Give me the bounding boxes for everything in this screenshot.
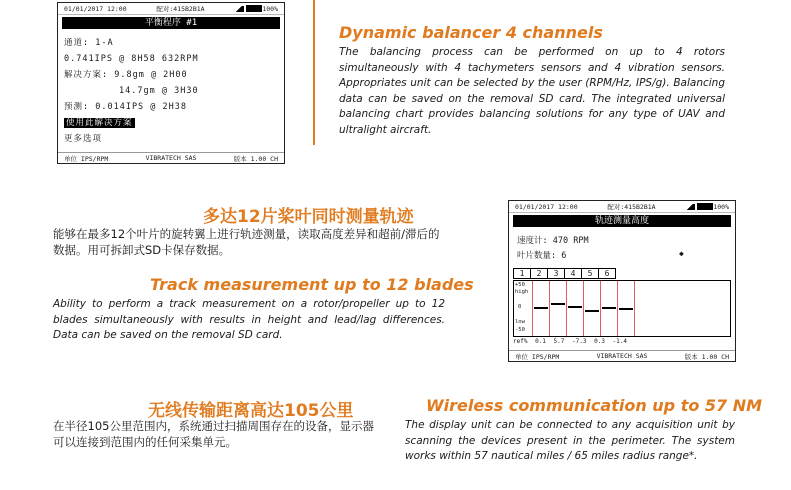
signal-icon: [234, 6, 244, 12]
use-solution-option[interactable]: 使用此解决方案: [66, 118, 133, 128]
status-date: 01/01/2017 12:00: [64, 4, 127, 13]
blade-number: 3: [548, 269, 565, 278]
footer-units: 单位 IPS/RPM: [515, 352, 560, 361]
battery-status: [234, 5, 278, 13]
selected-option-row: [58, 115, 284, 131]
section1-title: Dynamic balancer 4 channels: [339, 23, 603, 42]
blade-guide: [549, 281, 550, 336]
blade-track-mark: [619, 308, 633, 310]
blade-track-mark: [585, 310, 599, 312]
blade-guide: [566, 281, 567, 336]
screen-title: 平衡程序 #1: [62, 17, 280, 29]
screen-footer: [509, 350, 735, 361]
y-label: +50: [515, 282, 525, 288]
blade-number: 2: [531, 269, 548, 278]
status-id: 配对:415B2B1A: [156, 5, 205, 13]
status-bar: [58, 3, 284, 15]
section3-body-cn: 在半径105公里范围内，系统通过扫描周围存在的设备，显示器可以连接到范围内的任何采集单元。: [53, 419, 374, 449]
accent-divider: [313, 0, 315, 145]
prediction-row: 预测: 0.014IPS @ 2H38: [64, 102, 187, 112]
section2-body-cn: 能够在最多12个叶片的旋转翼上进行轨迹测量，读取高度差异和超前/滞后的数据。用可拆卸式SD卡保存数据。: [53, 227, 440, 257]
status-bar: [509, 201, 735, 213]
footer-units: 单位 IPS/RPM: [64, 154, 109, 163]
track-chart: [513, 280, 731, 337]
screen-footer: [58, 152, 284, 163]
diamond-icon: ◆: [679, 249, 684, 258]
footer-version: 版本 1.00 CH: [684, 352, 729, 361]
status-id: 配对:415B2B1A: [607, 203, 656, 211]
y-label: high: [515, 289, 529, 295]
blade-guide: [583, 281, 584, 336]
ref-value: 0.1: [535, 338, 546, 345]
battery-level: 100%: [262, 4, 278, 13]
status-date: 01/01/2017 12:00: [515, 202, 578, 211]
blade-count: 叶片数量: 6: [517, 251, 567, 261]
blade-number: 4: [565, 269, 582, 278]
footer-version: 版本 1.00 CH: [233, 154, 278, 163]
ref-value: 5.7: [553, 338, 565, 345]
y-label: 0: [518, 304, 522, 310]
blade-track-mark: [568, 306, 582, 308]
blade-track-mark: [602, 307, 616, 309]
battery-icon: [697, 203, 713, 210]
blade-guide: [532, 281, 533, 336]
more-options[interactable]: 更多选项: [64, 134, 103, 144]
battery-status: [685, 203, 729, 211]
blade-header: [513, 268, 616, 279]
channel-row: 通道: 1-A: [64, 38, 114, 48]
speed-readout: 速度计: 470 RPM: [517, 236, 589, 246]
blade-number: 6: [604, 269, 610, 278]
section3-body-en: The display unit can be connected to any acquisition unit by scanning the devices present in the perimeter. The system works within 57 nautical miles / 65 miles radius range*.: [405, 419, 735, 462]
screen-title: 轨迹测量高度: [513, 215, 731, 227]
signal-icon: [685, 204, 695, 210]
blade-guide: [634, 281, 635, 336]
footer-brand: VIBRATECH SAS: [145, 154, 197, 162]
battery-icon: [246, 5, 262, 12]
ref-row: [513, 338, 627, 345]
section2-title-cn: 多达12片桨叶同时测量轨迹: [203, 207, 414, 227]
blade-track-mark: [551, 303, 565, 305]
ref-value: 0.3: [594, 338, 605, 345]
blade-number: 1: [514, 269, 531, 278]
section1-body: The balancing process can be performed on up to 4 rotors simultaneously with 4 tachymeters sensors and 4 vibration sensors. Appropriates unit can be selected by the user (RPM/Hz, IPS/g). Balancing data can be saved on the removal SD card. The integrated universal balancing chart provides balancing solutions for any type of UAV and ultralight aircraft.: [339, 46, 725, 136]
blade-track-mark: [534, 307, 548, 309]
blade-guide: [617, 281, 618, 336]
ref-value: -1.4: [612, 338, 628, 345]
balancer-screen: [57, 2, 285, 164]
y-label: -50: [515, 327, 525, 333]
section3-title-en: Wireless communication up to 57 NM: [426, 396, 763, 415]
track-screen: [508, 200, 736, 362]
solution-row: 解决方案: 9.8gm @ 2H00: [64, 70, 188, 80]
footer-brand: VIBRATECH SAS: [596, 352, 648, 360]
ref-value: -7.3: [572, 338, 587, 345]
section3-title-cn: 无线传输距离高达105公里: [148, 401, 354, 421]
vibration-row: 0.741IPS @ 8H58 632RPM: [64, 54, 199, 64]
solution-row-2: 14.7gm @ 3H30: [64, 86, 199, 96]
ref-label: ref%: [513, 338, 528, 345]
blade-guide: [600, 281, 601, 336]
section2-body-en: Ability to perform a track measurement on a rotor/propeller up to 12 blades simultaneously with results in height and lead/lag differences. Data can be saved on the removal SD card.: [53, 298, 445, 341]
blade-number: 5: [582, 269, 599, 278]
battery-level: 100%: [713, 202, 729, 211]
y-label: low: [515, 319, 525, 325]
section2-title-en: Track measurement up to 12 blades: [150, 275, 474, 294]
